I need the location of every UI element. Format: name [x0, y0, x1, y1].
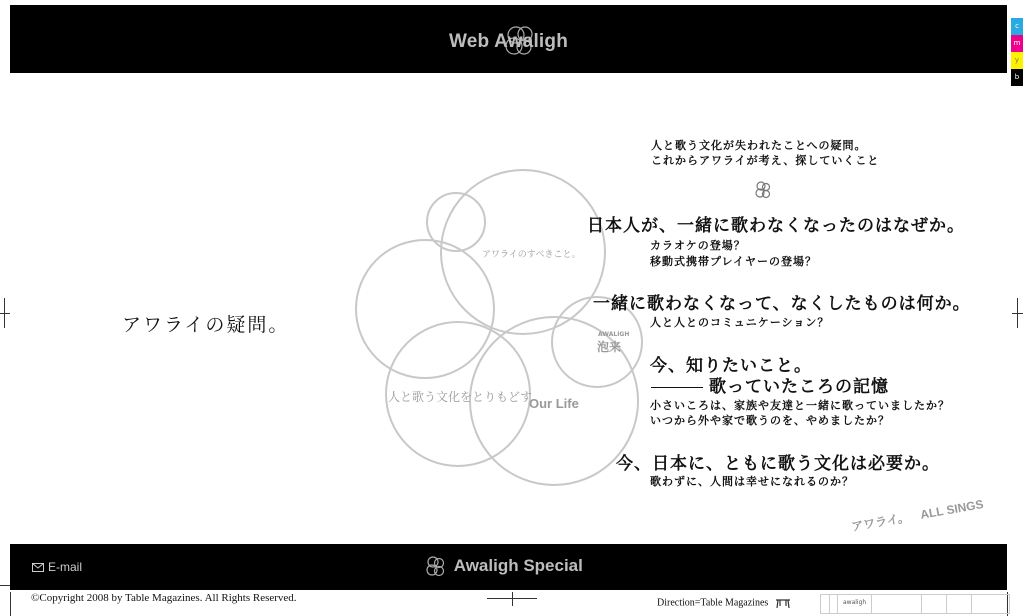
- awaligh-special-label: Awaligh Special: [453, 556, 583, 575]
- intro-question: アワライの疑問。: [122, 314, 290, 336]
- print-info-grid: [820, 594, 1010, 614]
- mail-icon: [32, 563, 44, 572]
- question-2-sub: 人と人とのコミュニケーション？: [650, 316, 830, 329]
- grid-line: [837, 595, 838, 613]
- footer-bar: [10, 544, 1007, 590]
- email-label: E-mail: [48, 560, 83, 574]
- tagline-jp: アワライ。: [850, 510, 911, 535]
- grid-line: [946, 595, 947, 613]
- intro-line-2: これからアワライが考え、探していくこと: [651, 154, 880, 167]
- question-4-heading: 今、日本に、ともに歌う文化は必要か。: [616, 454, 940, 474]
- question-3-sub-1: 小さいころは、家族や友達と一緒に歌っていましたか？: [650, 399, 950, 412]
- label-awaligh-kanji: 泡来: [597, 340, 622, 354]
- label-awaligh-small: AWALIGH: [598, 331, 630, 338]
- tagline-en: ALL SINGS: [919, 497, 985, 522]
- direction-credit: [657, 597, 791, 609]
- reg-m: m: [1011, 35, 1023, 52]
- table-icon: [775, 597, 791, 609]
- question-3-heading-2: 歌っていたころの記憶: [709, 377, 889, 397]
- copyright: ©Copyright 2008 by Table Magazines. All Rights Reserved.: [31, 592, 297, 604]
- question-1-heading: 日本人が、一緒に歌わなくなったのはなぜか。: [587, 216, 965, 236]
- question-1-sub-2: 移動式携帯プレイヤーの登場？: [650, 255, 818, 268]
- grid-line: [871, 595, 872, 613]
- question-3-heading-2-row: [651, 372, 889, 397]
- direction-label: Direction=Table Magazines: [657, 597, 769, 609]
- label-restore-culture: 人と歌う文化をとりもどす: [388, 390, 533, 404]
- grid-line: [921, 595, 922, 613]
- label-our-life[interactable]: Our Life: [529, 396, 579, 411]
- grid-label: awaligh: [843, 599, 867, 606]
- grid-line: [971, 595, 972, 613]
- label-should-do: アワライのすべきこと。: [482, 250, 581, 260]
- reg-y: y: [1011, 52, 1023, 69]
- bubbles-icon: [753, 180, 773, 200]
- diagram-circle: [356, 240, 494, 378]
- reg-c: c: [1011, 18, 1023, 35]
- reg-b: b: [1011, 69, 1023, 86]
- question-2-heading: 一緒に歌わなくなって、なくしたものは何か。: [593, 294, 971, 314]
- awaligh-special-link[interactable]: [423, 554, 583, 578]
- intro-line-1: 人と歌う文化が失われたことへの疑問。: [651, 139, 867, 152]
- awaligh-bubbles-icon: [423, 554, 449, 578]
- dash-line: [651, 387, 703, 388]
- email-link[interactable]: [32, 560, 82, 574]
- site-logo[interactable]: Web Awaligh: [448, 31, 569, 52]
- question-3-heading-1: 今、知りたいこと。: [650, 356, 812, 376]
- question-4-sub: 歌わずに、人間は幸せになれるのか？: [650, 475, 854, 488]
- diagram-circle: [427, 193, 485, 251]
- grid-line: [829, 595, 830, 613]
- question-3-sub-2: いつから外や家で歌うのを、やめましたか？: [650, 414, 890, 427]
- question-1-sub-1: カラオケの登場？: [650, 239, 746, 252]
